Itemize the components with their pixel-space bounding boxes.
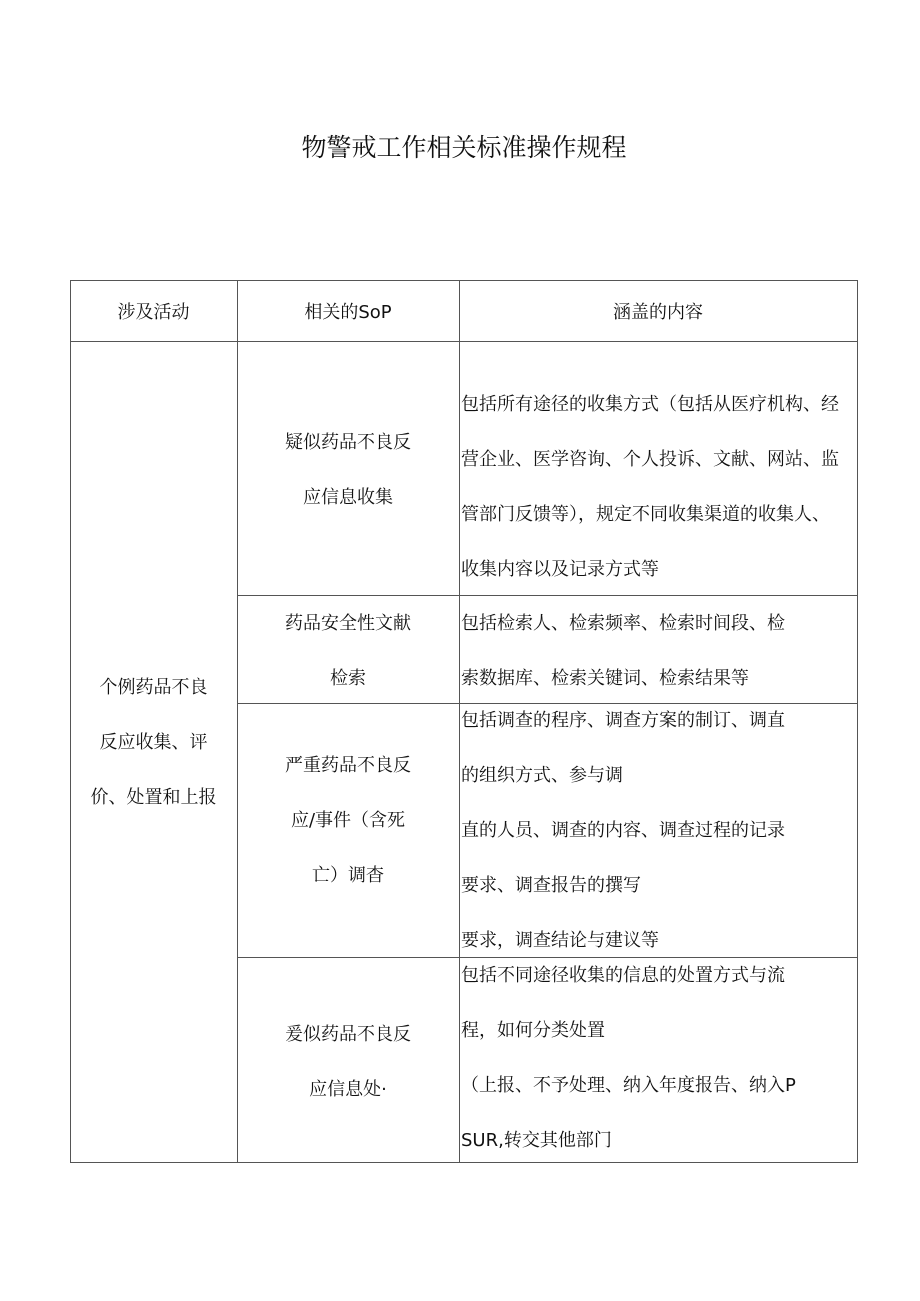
activity-line: 价、处置和上报 (90, 787, 217, 808)
activity-cell (70, 660, 237, 825)
sop-cell (237, 415, 459, 525)
content-line: 索数据库、检索关键词、检索结果等 (461, 668, 749, 689)
content-line: 管部门反馈等），规定不同收集渠道的收集人、 (461, 504, 830, 525)
header-content-label: 涵盖的内容 (613, 302, 703, 323)
sop-line: 检索 (330, 668, 366, 689)
table-top-border (70, 280, 858, 281)
content-line: 包括所有途径的收集方式（包括从医疗机构、经 (461, 394, 839, 415)
content-cell (461, 693, 857, 968)
sop-line: 应信息处· (309, 1079, 387, 1100)
header-activity-label: 涉及活动 (117, 302, 190, 323)
document-title: 物警戒工作相关标准操作规程 (301, 133, 627, 162)
header-sop-label: 相关的SoP (304, 302, 392, 323)
content-line: 直的人员、调查的内容、调查过程的记录 (461, 820, 785, 841)
activity-line: 反应收集、评 (99, 732, 208, 753)
sop-cell (237, 738, 459, 903)
sop-line: 严重药品不良反 (285, 755, 411, 776)
content-line: 包括不同途径收集的信息的处置方式与流 (461, 965, 785, 986)
content-line: （上报、不予处理、纳入年度报告、纳入P (461, 1075, 796, 1096)
sop-line: 应/事件（含死 (290, 810, 406, 831)
sop-cell (237, 1007, 459, 1117)
content-cell (461, 596, 857, 706)
content-line: 营企业、医学咨询、个人投诉、文献、网站、监 (461, 449, 839, 470)
content-line: 的组织方式、参与调 (461, 765, 623, 786)
content-line: SUR,转交其他部门 (461, 1130, 612, 1151)
table-right-border (857, 280, 858, 1163)
sop-line: 疑似药品不良反 (285, 432, 411, 453)
activity-line: 个例药品不良 (99, 677, 208, 698)
sop-line: 亡）调杳 (312, 865, 384, 886)
sop-line: 爰似药品不良反 (285, 1024, 411, 1045)
header-bottom-border (70, 341, 858, 342)
content-line: 要求，调查结论与建议等 (461, 930, 659, 951)
content-cell (461, 948, 857, 1168)
content-line: 包括检索人、检索频率、检索时间段、检 (461, 613, 785, 634)
sop-line: 药品安全性文献 (285, 613, 411, 634)
sop-cell (237, 596, 459, 706)
header-activity (70, 285, 237, 340)
content-cell (461, 377, 857, 597)
content-line: 程，如何分类处置 (461, 1020, 605, 1041)
sop-line: 应信息收集 (303, 487, 393, 508)
content-line: 要求、调查报告的撰写 (461, 875, 641, 896)
content-line: 收集内容以及记录方式等 (461, 559, 659, 580)
header-content (459, 285, 857, 340)
content-line: 包括调查的程序、调查方案的制订、调直 (461, 710, 785, 731)
header-sop (237, 285, 459, 340)
column-divider-2 (459, 280, 460, 1163)
